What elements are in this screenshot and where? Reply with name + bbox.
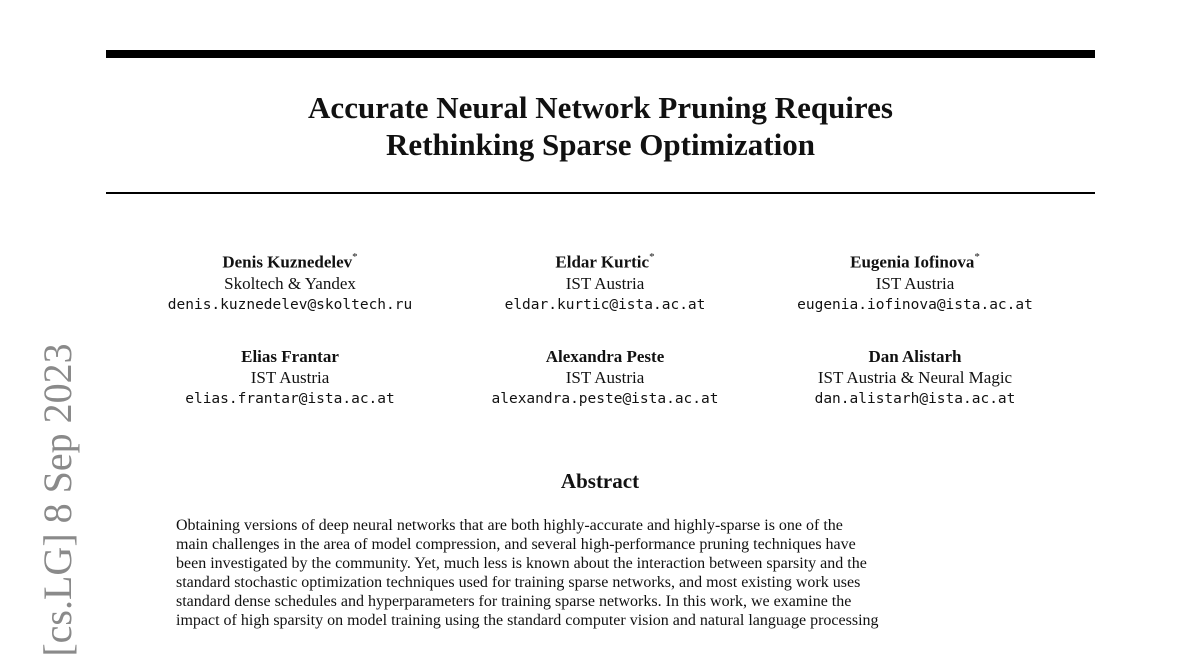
author-email[interactable]: denis.kuznedelev@skoltech.ru — [167, 296, 413, 313]
author-name: Dan Alistarh — [868, 347, 962, 366]
title-bottom-rule — [106, 192, 1095, 194]
abstract-line: standard dense schedules and hyperparameters for training sparse networks. In this work, we examine the — [176, 593, 852, 610]
author-block — [120, 248, 460, 317]
arxiv-identifier-stamp: [cs.LG] 8 Sep 2023 — [35, 343, 80, 657]
top-rule — [106, 50, 1095, 58]
equal-contribution-mark: * — [649, 251, 655, 263]
abstract-heading: Abstract — [560, 469, 640, 493]
equal-contribution-mark: * — [352, 251, 358, 263]
author-affiliation: Skoltech & Yandex — [224, 273, 356, 293]
author-email[interactable]: alexandra.peste@ista.ac.at — [491, 391, 719, 407]
title-line-2: Rethinking Sparse Optimization — [386, 127, 815, 162]
author-name: Denis Kuznedelev* — [222, 251, 358, 272]
author-block — [745, 248, 1085, 317]
author-email[interactable]: eugenia.iofinova@ista.ac.at — [797, 296, 1033, 313]
author-name: Elias Frantar — [241, 347, 339, 366]
paper-title — [106, 89, 1095, 163]
abstract-body — [176, 516, 1036, 630]
author-email[interactable]: eldar.kurtic@ista.ac.at — [504, 296, 706, 313]
author-affiliation: IST Austria — [250, 368, 330, 387]
author-block — [745, 346, 1085, 411]
author-affiliation: IST Austria — [875, 273, 955, 293]
author-affiliation: IST Austria — [565, 368, 645, 387]
author-affiliation: IST Austria — [565, 273, 645, 293]
author-email[interactable]: elias.frantar@ista.ac.at — [185, 391, 395, 407]
author-email[interactable]: dan.alistarh@ista.ac.at — [814, 391, 1016, 407]
author-name: Eugenia Iofinova* — [850, 251, 980, 272]
author-block — [435, 346, 775, 411]
author-block — [435, 248, 775, 317]
equal-contribution-mark: * — [974, 251, 980, 263]
abstract-line: impact of high sparsity on model training using the standard computer vision and natural language processing — [176, 612, 879, 629]
author-affiliation: IST Austria & Neural Magic — [817, 368, 1013, 387]
abstract-line: Obtaining versions of deep neural networks that are both highly-accurate and highly-sparse is one of the — [176, 517, 843, 534]
author-block — [120, 346, 460, 411]
abstract-line: been investigated by the community. Yet, much less is known about the interaction between sparsity and the — [176, 555, 867, 572]
title-line-1: Accurate Neural Network Pruning Requires — [308, 90, 893, 125]
abstract-line: main challenges in the area of model compression, and several high-performance pruning techniques have — [176, 536, 856, 553]
author-name: Alexandra Peste — [545, 347, 665, 366]
author-name: Eldar Kurtic* — [555, 251, 655, 272]
abstract-line: standard stochastic optimization techniques used for training sparse networks, and most existing work uses — [176, 574, 861, 591]
